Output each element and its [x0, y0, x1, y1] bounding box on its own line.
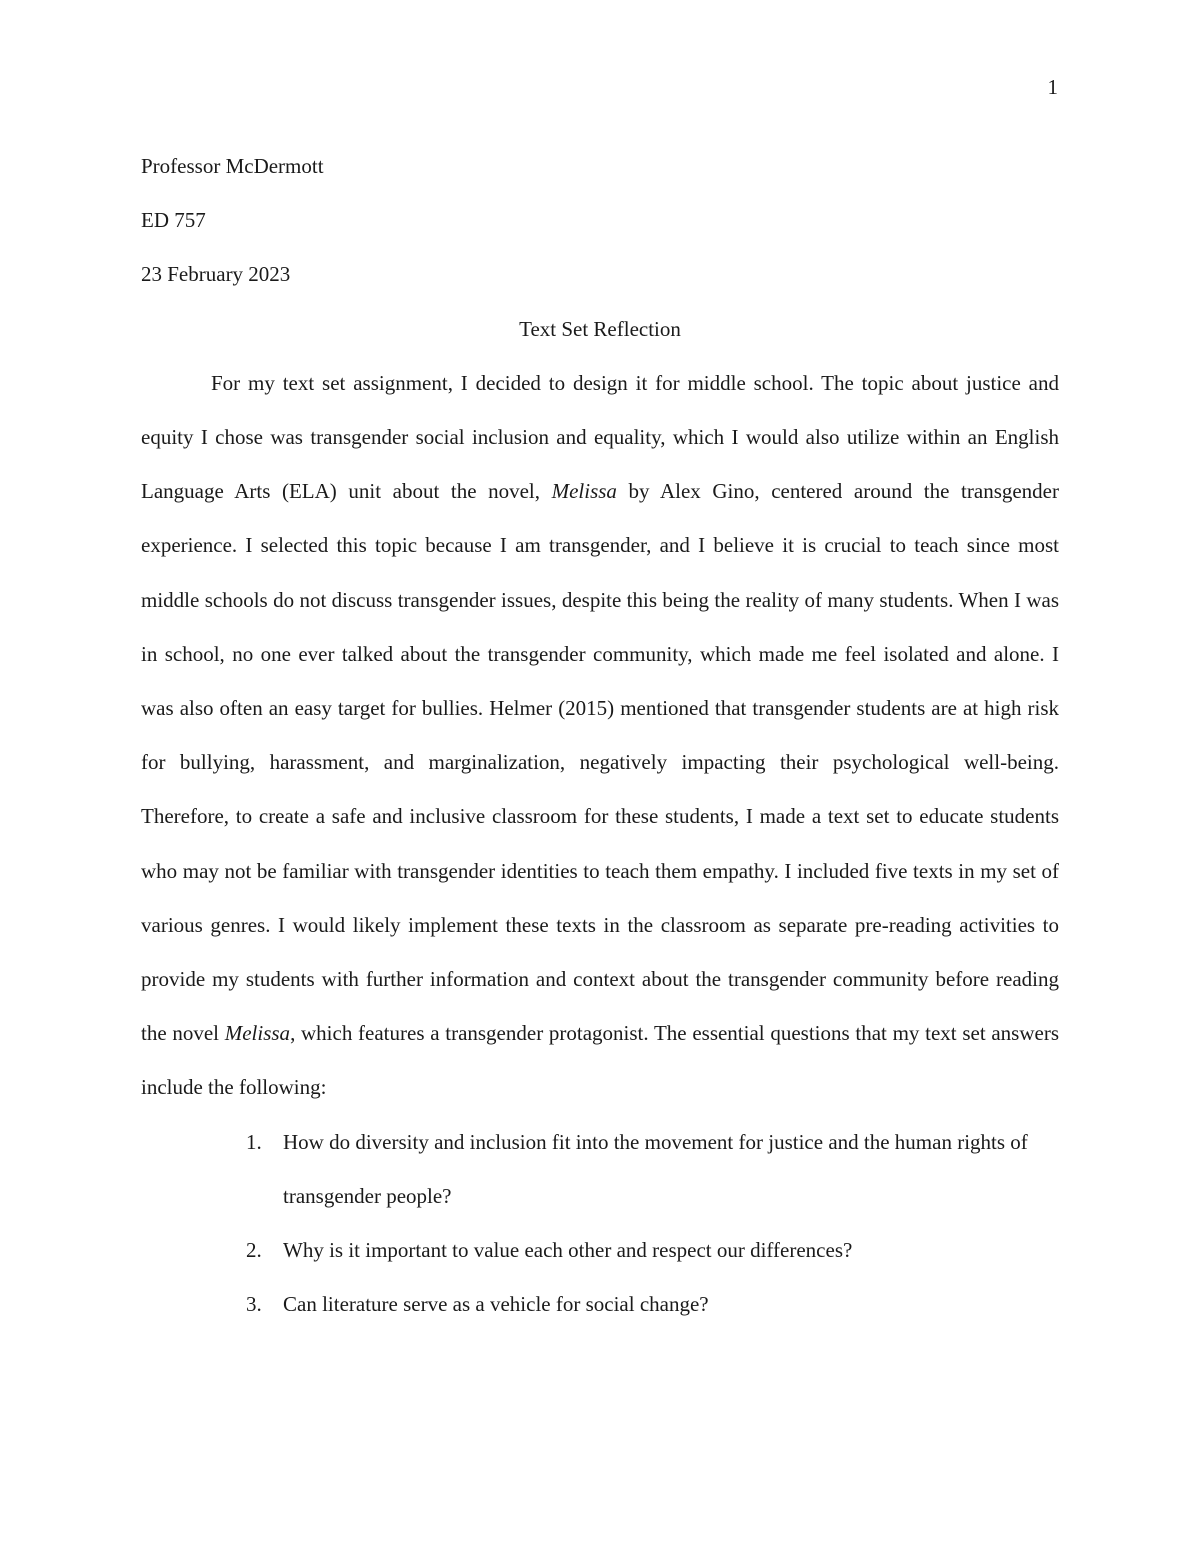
list-item [141, 1115, 1059, 1223]
list-number: 1. [246, 1129, 262, 1154]
essential-questions-list [141, 1115, 1061, 1332]
list-item-text: Why is it important to value each other and respect our differences? [283, 1238, 853, 1263]
list-item [141, 1277, 1059, 1331]
list-number: 2. [246, 1238, 262, 1263]
instructor-name: Professor McDermott [141, 154, 324, 178]
document-title: Text Set Reflection [519, 316, 681, 341]
body-paragraph [141, 356, 1059, 1115]
list-item-text: Can literature serve as a vehicle for social change? [283, 1292, 709, 1317]
list-item [141, 1223, 1059, 1277]
novel-title-italic: Melissa [224, 1021, 291, 1046]
document-body [141, 139, 1061, 1331]
paragraph-text: For my text set assignment, I decided to design it for middle school. The topic about justice and equity I chose was transgender social inclusion and equality, which I would also utilize within an English Language Arts (ELA) unit about the novel, [141, 370, 1059, 504]
list-number: 3. [246, 1292, 262, 1317]
document-date: 23 February 2023 [141, 262, 291, 287]
page-number: 1 [1047, 75, 1058, 99]
novel-title-italic: Melissa [551, 479, 617, 504]
paragraph-text: , which features a transgender protagonist. The essential questions that my text set answers include the following: [141, 1021, 1060, 1100]
course-code: ED 757 [141, 208, 206, 233]
list-item-text: How do diversity and inclusion fit into the movement for justice and the human rights of transgender people? [283, 1129, 1028, 1208]
paragraph-text: by Alex Gino, centered around the transgender experience. I selected this topic because I am transgender, and I believe it is crucial to teach since most middle schools do not discuss transgender issues, despite this being the reality of many students. When I was in school, no one ever talked about the transgender community, which made me feel isolated and alone. I was also often an easy target for bullies. Helmer (2015) mentioned that transgender students are at high risk for bullying, harassment, and marginalization, negatively impacting their psychological well-being. Therefore, to create a safe and inclusive classroom for these students, I made a text set to educate students who may not be familiar with transgender identities to teach them empathy. I included five texts in my set of various genres. I would likely implement these texts in the classroom as separate pre-reading activities to provide my students with further information and context about the transgender community before reading the novel [141, 479, 1059, 1046]
